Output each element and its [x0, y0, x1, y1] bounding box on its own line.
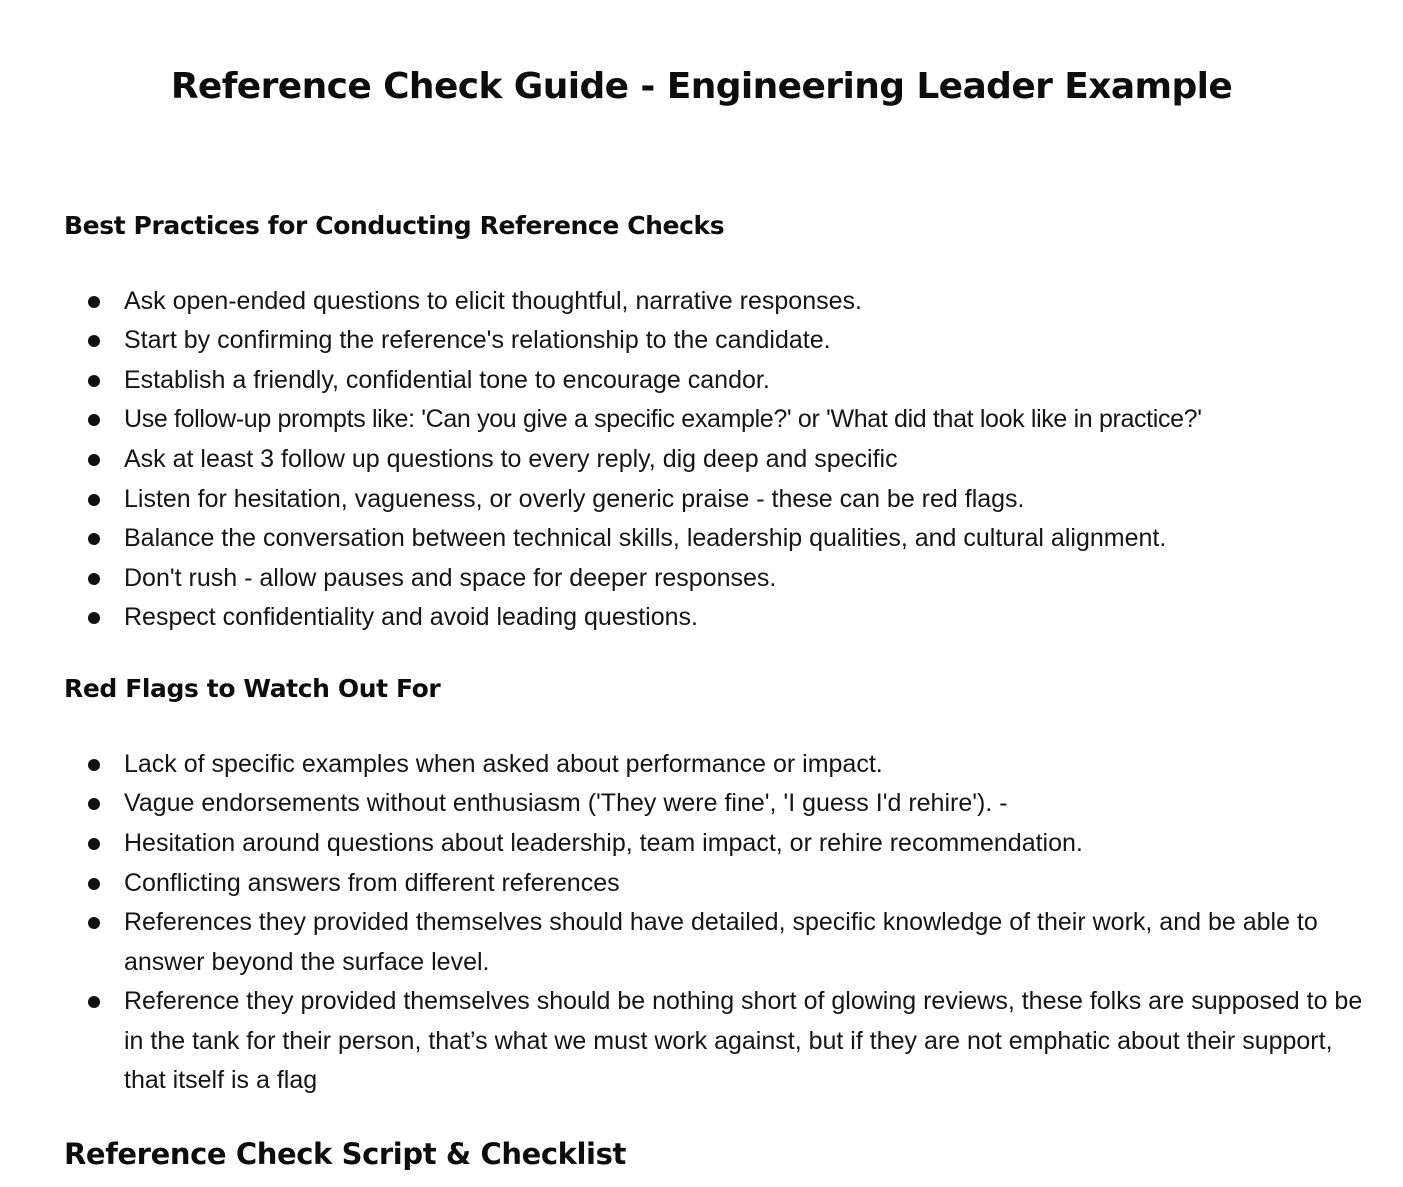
red-flags-heading: Red Flags to Watch Out For — [64, 674, 441, 703]
list-item-text: Use follow-up prompts like: 'Can you give a specific example?' or 'What did that look like in practice?' — [124, 405, 1202, 433]
best-practices-heading: Best Practices for Conducting Reference Checks — [64, 211, 725, 240]
list-item-text: Respect confidentiality and avoid leading questions. — [124, 603, 698, 631]
list-item-text: Establish a friendly, confidential tone to encourage candor. — [124, 366, 770, 394]
bullet-icon — [88, 838, 100, 850]
bullet-icon — [88, 878, 100, 890]
list-item-text: Reference they provided themselves should be nothing short of glowing reviews, these folks are supposed to be in the tank for their person, that’s what we must work against, but if they are not emphatic about their support, that itself is a flag — [124, 987, 1363, 1094]
bullet-icon — [88, 533, 100, 545]
list-item-text: Ask at least 3 follow up questions to every reply, dig deep and specific — [124, 445, 898, 473]
list-item-text: Balance the conversation between technical skills, leadership qualities, and cultural alignment. — [124, 524, 1167, 552]
bullet-icon — [88, 759, 100, 771]
bullet-icon — [88, 414, 100, 426]
list-item-text: Hesitation around questions about leadership, team impact, or rehire recommendation. — [124, 829, 1083, 857]
list-item-text: Vague endorsements without enthusiasm ('They were fine', 'I guess I'd rehire'). - — [124, 789, 1008, 817]
bullet-icon — [88, 375, 100, 387]
bullet-icon — [88, 612, 100, 624]
script-checklist-heading: Reference Check Script & Checklist — [64, 1137, 626, 1171]
bullet-icon — [88, 573, 100, 585]
bullet-icon — [88, 454, 100, 466]
list-item-text: Listen for hesitation, vagueness, or overly generic praise - these can be red flags. — [124, 485, 1025, 513]
bullet-icon — [88, 494, 100, 506]
list-item-text: Start by confirming the reference's relationship to the candidate. — [124, 326, 831, 354]
bullet-icon — [88, 335, 100, 347]
list-item-text: References they provided themselves should have detailed, specific knowledge of their work, and be able to answer beyond the surface level. — [124, 908, 1318, 976]
bullet-icon — [88, 917, 100, 929]
list-item-text: Don't rush - allow pauses and space for deeper responses. — [124, 564, 777, 592]
bullet-icon — [88, 798, 100, 810]
bullet-icon — [88, 296, 100, 308]
list-item-text: Ask open-ended questions to elicit thoughtful, narrative responses. — [124, 287, 862, 315]
document-title: Reference Check Guide - Engineering Leader Example — [170, 66, 1233, 107]
list-item-text: Conflicting answers from different references — [124, 869, 620, 897]
list-item-text: Lack of specific examples when asked about performance or impact. — [124, 750, 883, 778]
bullet-icon — [88, 996, 100, 1008]
